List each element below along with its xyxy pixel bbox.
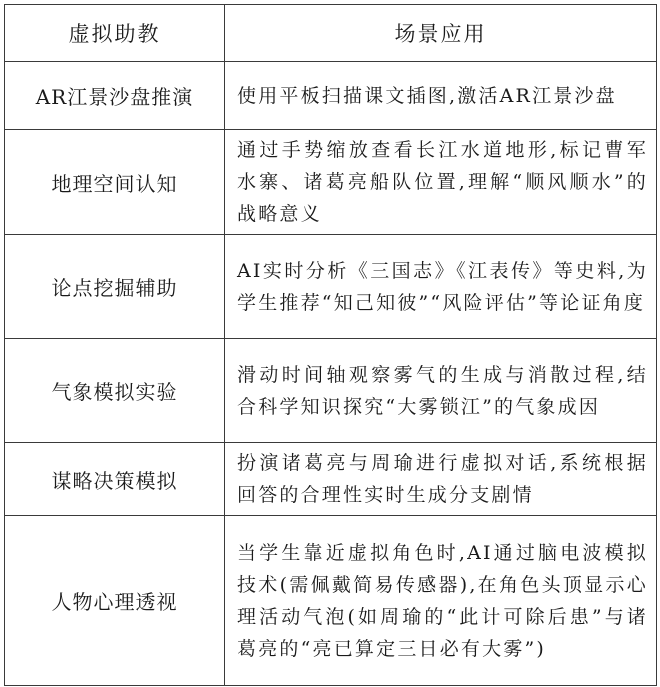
scenario-table [4, 4, 656, 683]
row-desc-cell: 通过手势缩放查看长江水道地形,标记曹军水寨、诸葛亮船队位置,理解“顺风顺水”的战略意义 [225, 130, 657, 235]
row-name-cell: 人物心理透视 [5, 516, 225, 686]
row-name-cell: 论点挖掘辅助 [5, 235, 225, 339]
table-row [5, 62, 657, 130]
row-name-cell: 气象模拟实验 [5, 339, 225, 443]
row-desc-cell: 当学生靠近虚拟角色时,AI通过脑电波模拟技术(需佩戴简易传感器),在角色头顶显示心理活动气泡(如周瑜的“此计可除后患”与诸葛亮的“亮已算定三日必有大雾”) [225, 516, 657, 686]
table-row [5, 339, 657, 443]
table-row [5, 443, 657, 516]
table [4, 4, 657, 686]
row-name-cell: 谋略决策模拟 [5, 443, 225, 516]
row-desc-cell: 扮演诸葛亮与周瑜进行虚拟对话,系统根据回答的合理性实时生成分支剧情 [225, 443, 657, 516]
table-row [5, 130, 657, 235]
row-desc-cell: 使用平板扫描课文插图,激活AR江景沙盘 [225, 62, 657, 130]
row-name-cell: AR江景沙盘推演 [5, 62, 225, 130]
table-header-row [5, 5, 657, 62]
header-cell-scenario: 场景应用 [225, 5, 657, 62]
row-desc-cell: AI实时分析《三国志》《江表传》等史料,为学生推荐“知己知彼”“风险评估”等论证角度 [225, 235, 657, 339]
table-row [5, 235, 657, 339]
row-desc-cell: 滑动时间轴观察雾气的生成与消散过程,结合科学知识探究“大雾锁江”的气象成因 [225, 339, 657, 443]
header-cell-assistant: 虚拟助教 [5, 5, 225, 62]
table-row [5, 516, 657, 686]
row-name-cell: 地理空间认知 [5, 130, 225, 235]
